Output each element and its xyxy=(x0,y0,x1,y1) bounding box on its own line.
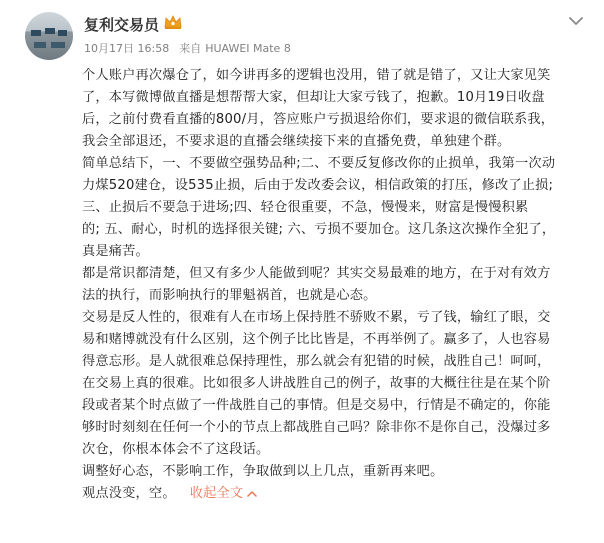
post-text-line: 力煤520建仓，设535止损，后由于发改委会议，相信政策的打压，修改了止损; xyxy=(82,178,554,193)
post-text-last-line xyxy=(82,483,592,505)
post-source-prefix: 来自 xyxy=(179,42,202,55)
post-text xyxy=(82,65,592,505)
post-text-line: 易和赌博就没有什么区别，这个例子比比皆是，不再举例了。赢多了，人也容易 xyxy=(82,332,551,347)
post-text-line: 真是痛苦。 xyxy=(82,244,149,259)
post-text-line: 都是常识都清楚，但又有多少人能做到呢？其实交易最难的地方，在于对有效方 xyxy=(82,266,551,281)
post-text-line: 得意忘形。是人就很难总保持理性，那么就会有犯错的时候，战胜自己！呵呵， xyxy=(82,354,551,369)
post-text-line: 法的执行，而影响执行的罪魁祸首，也就是心态。 xyxy=(82,288,377,303)
chevron-up-icon[interactable] xyxy=(247,490,257,498)
post-text-line: 够时时刻刻在任何一个小的节点上都战胜自己吗？除非你不是你自己，没爆过多 xyxy=(82,420,551,435)
collapse-button[interactable] xyxy=(190,483,244,505)
avatar[interactable] xyxy=(25,12,73,60)
post-text-line: 我会全部退还，不要求退的直播会继续接下来的直播免费，单独建个群。 xyxy=(82,134,511,149)
post-meta xyxy=(84,40,301,56)
post-text-line: 在交易上真的很难。比如很多人讲战胜自己的例子，故事的大概往往是在某个阶 xyxy=(82,376,551,391)
post-text-line: 调整好心态，不影响工作，争取做到以上几点，重新再来吧。 xyxy=(82,464,444,479)
post-text-line: 次仓，你根本体会不了这段话。 xyxy=(82,442,270,457)
collapse-label: 收起全文 xyxy=(189,486,244,501)
post-text-line: 后，之前付费看直播的800/月，答应账户亏损退给你们，要求退的微信联系我， xyxy=(82,112,555,127)
post-text-line: 的; 五、耐心，时机的选择很关键; 六、亏损不要加仓。这几条这次操作全犯了， xyxy=(82,222,556,237)
post-text-line: 观点没变，空。 xyxy=(82,486,176,501)
author-name[interactable]: 复利交易员 xyxy=(84,16,160,34)
post-date[interactable]: 10月17日 16:58 xyxy=(84,42,170,55)
post-text-line: 段或者某个时点做了一件战胜自己的事情。但是交易中，行情是不确定的，你能 xyxy=(82,398,551,413)
vip-crown-icon xyxy=(163,14,183,30)
post-text-line: 个人账户再次爆仓了，如今讲再多的逻辑也没用，错了就是错了，又让大家见笑 xyxy=(82,68,551,83)
post-text-line: 三、止损后不要急于进场;四、轻仓很重要，不急，慢慢来，财富是慢慢积累 xyxy=(82,200,529,215)
post-device[interactable]: HUAWEI Mate 8 xyxy=(205,42,291,55)
post-text-line: 了，本写微博做直播是想帮帮大家，但却让大家亏钱了，抱歉。10月19日收盘 xyxy=(82,90,545,105)
post-text-line: 交易是反人性的，很难有人在市场上保持胜不骄败不累，亏了钱，输红了眼，交 xyxy=(82,310,551,325)
post-text-line: 简单总结下，一、不要做空强势品种;二、不要反复修改你的止损单，我第一次动 xyxy=(82,156,556,171)
chevron-down-icon[interactable] xyxy=(568,15,584,27)
